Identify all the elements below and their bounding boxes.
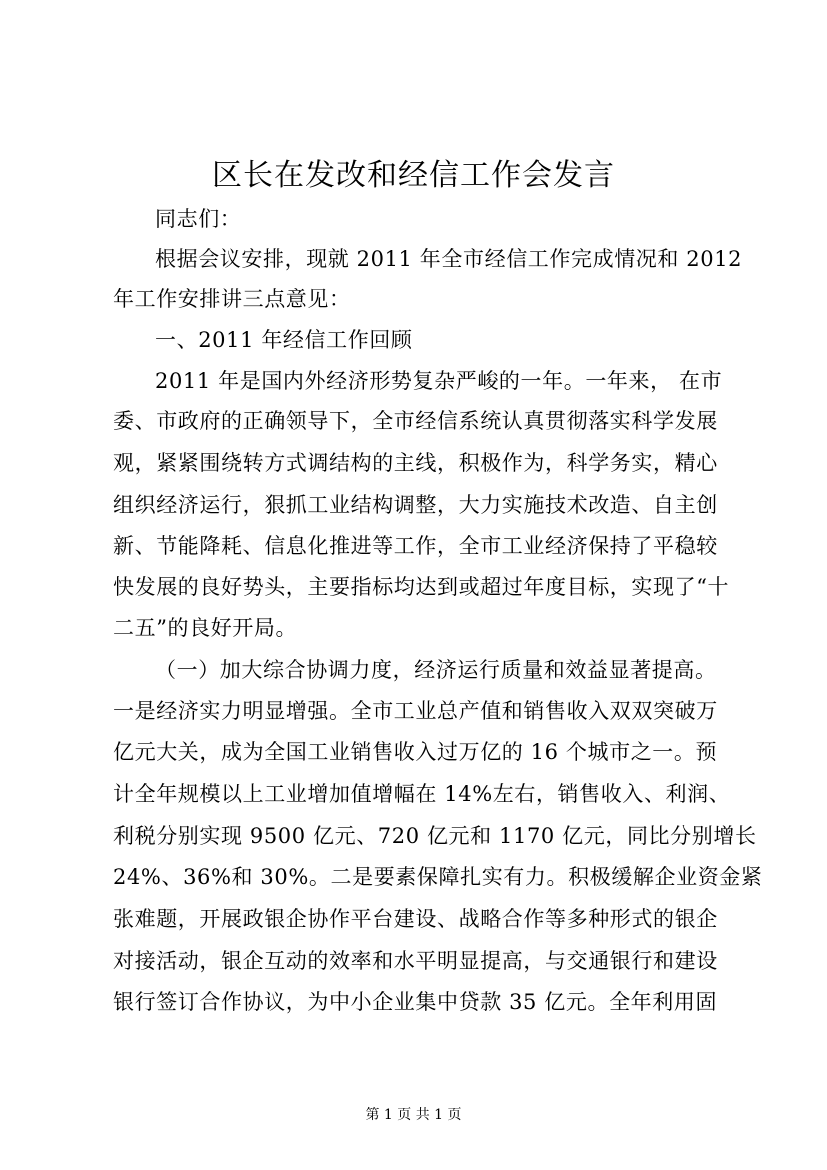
section-heading: 一、2011 年经信工作回顾 xyxy=(155,328,413,352)
paragraph-line: 观，紧紧围绕转方式调结构的主线，积极作为，科学务实，精心 xyxy=(113,451,718,475)
paragraph-line: 24%、36%和 30%。二是要素保障扎实有力。积极缓解企业资金紧 xyxy=(113,865,763,889)
document-title: 区长在发改和经信工作会发言 xyxy=(212,158,615,193)
paragraph-line: 2011 年是国内外经济形势复杂严峻的一年。一年来， 在市 xyxy=(155,369,723,393)
paragraph-line: 计全年规模以上工业增加值增幅在 14%左右，销售收入、利润、 xyxy=(113,782,731,806)
subsection-heading: （一）加大综合协调力度，经济运行质量和效益显著提高。 xyxy=(155,658,717,682)
paragraph-line: 张难题，开展政银企协作平台建设、战略合作等多种形式的银企 xyxy=(113,907,718,931)
paragraph-line: 对接活动，银企互动的效率和水平明显提高，与交通银行和建设 xyxy=(113,949,718,973)
paragraph-line: 快发展的良好势头，主要指标均达到或超过年度目标，实现了“十 xyxy=(113,575,730,599)
salutation: 同志们： xyxy=(155,207,242,231)
paragraph-line: 新、节能降耗、信息化推进等工作，全市工业经济保持了平稳较 xyxy=(113,534,718,558)
paragraph-line: 银行签订合作协议，为中小企业集中贷款 35 亿元。全年利用固 xyxy=(113,990,718,1014)
paragraph-line: 一是经济实力明显增强。全市工业总产值和销售收入双双突破万 xyxy=(113,699,718,723)
paragraph-line: 年工作安排讲三点意见： xyxy=(113,287,351,311)
paragraph-line: 亿元大关，成为全国工业销售收入过万亿的 16 个城市之一。预 xyxy=(113,740,718,764)
paragraph-line: 委、市政府的正确领导下，全市经信系统认真贯彻落实科学发展 xyxy=(113,409,718,433)
paragraph-line: 组织经济运行，狠抓工业结构调整，大力实施技术改造、自主创 xyxy=(113,493,718,517)
page-footer: 第 1 页 共 1 页 xyxy=(365,1107,462,1123)
paragraph-line: 根据会议安排，现就 2011 年全市经信工作完成情况和 2012 xyxy=(155,247,743,271)
paragraph-line: 利税分别实现 9500 亿元、720 亿元和 1170 亿元，同比分别增长 xyxy=(113,824,757,848)
paragraph-line: 二五”的良好开局。 xyxy=(113,616,298,640)
